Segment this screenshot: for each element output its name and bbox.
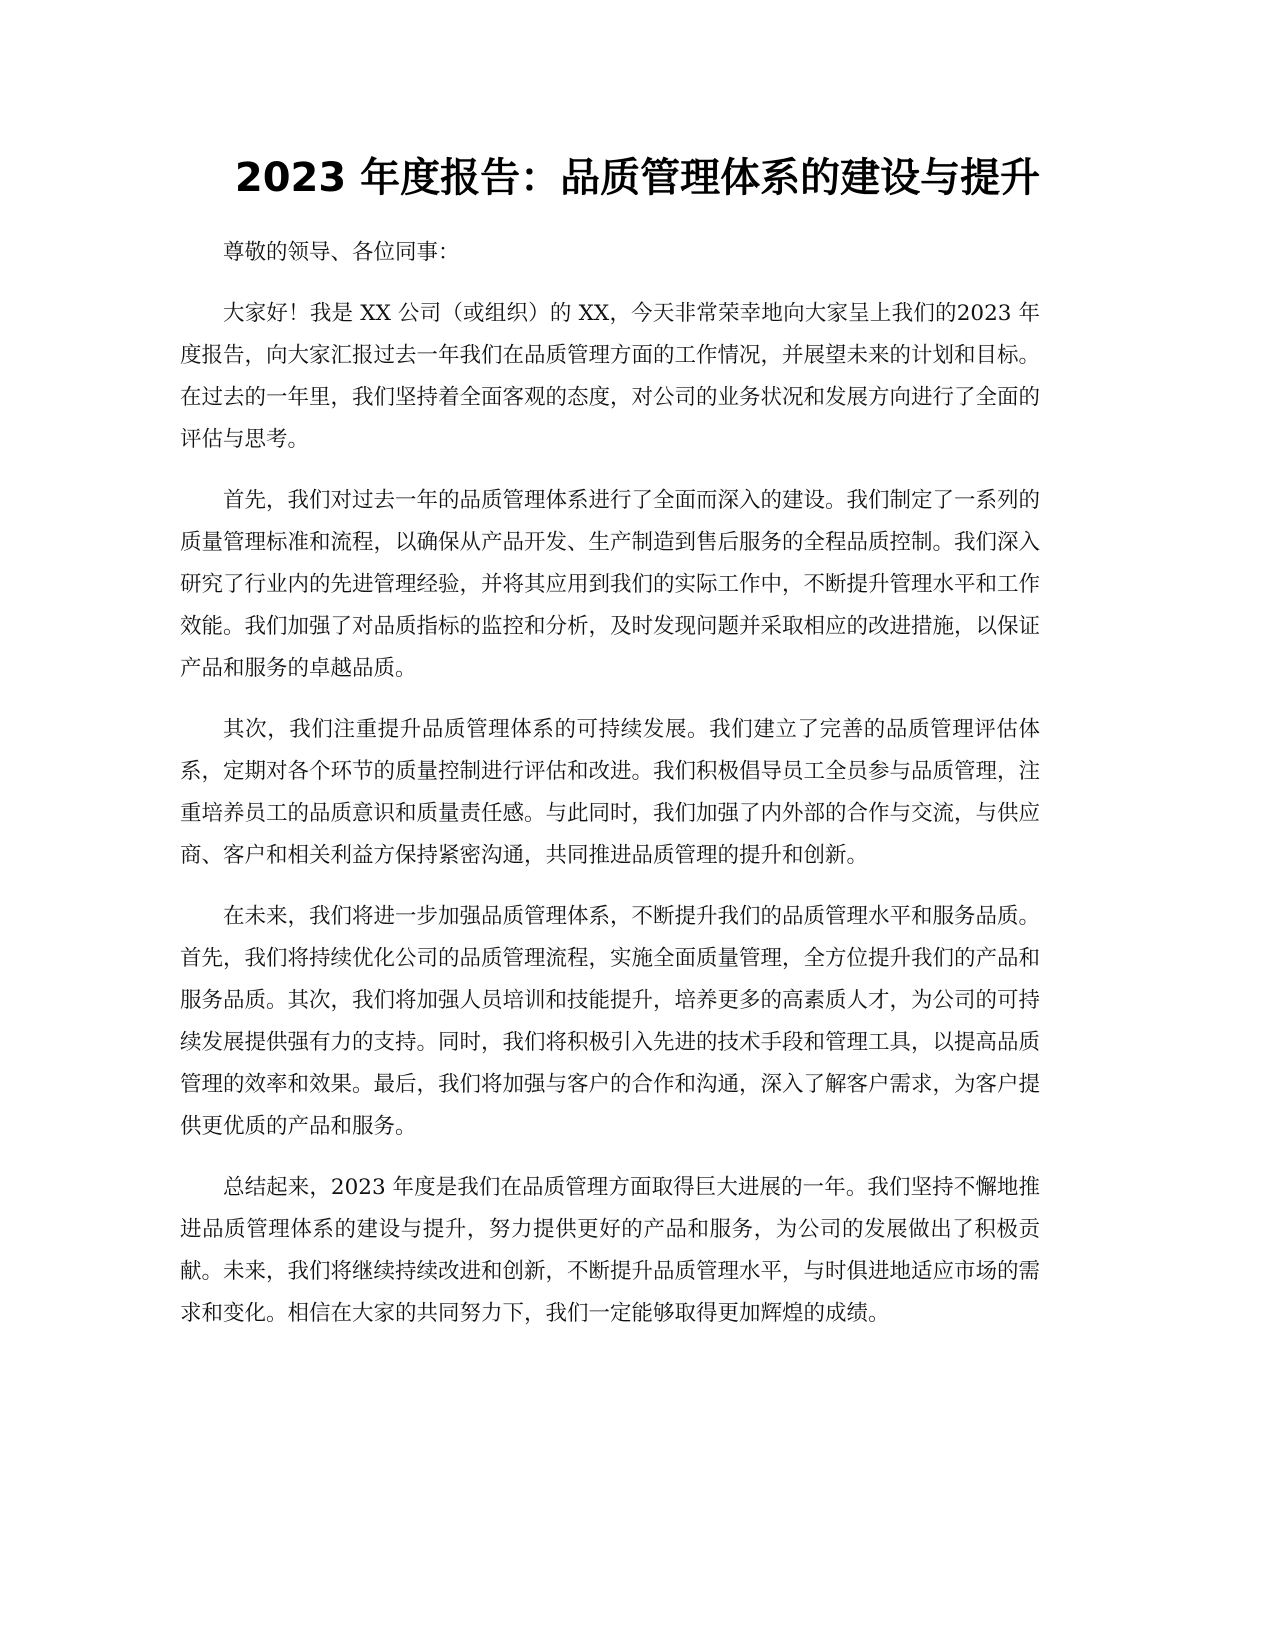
paragraph-intro: 大家好！我是 XX 公司（或组织）的 XX，今天非常荣幸地向大家呈上我们的2023 年度报告，向大家汇报过去一年我们在品质管理方面的工作情况，并展望未来的计划和目标。在过去的一年里，我们坚持着全面客观的态度，对公司的业务状况和发展方向进行了全面的评估与思考。: [180, 301, 1041, 452]
paragraph-summary: 总结起来，2023 年度是我们在品质管理方面取得巨大进展的一年。我们坚持不懈地推进品质管理体系的建设与提升，努力提供更好的产品和服务，为公司的发展做出了积极贡献。未来，我们将继续持续改进和创新，不断提升品质管理水平，与时俱进地适应市场的需求和变化。相信在大家的共同努力下，我们一定能够取得更加辉煌的成绩。: [180, 1175, 1041, 1326]
paragraph-future-plans: 在未来，我们将进一步加强品质管理体系，不断提升我们的品质管理水平和服务品质。首先，我们将持续优化公司的品质管理流程，实施全面质量管理，全方位提升我们的产品和服务品质。其次，我们将加强人员培训和技能提升，培养更多的高素质人才，为公司的可持续发展提供强有力的支持。同时，我们将积极引入先进的技术手段和管理工具，以提高品质管理的效率和效果。最后，我们将加强与客户的合作和沟通，深入了解客户需求，为客户提供更优质的产品和服务。: [180, 904, 1041, 1139]
salutation: 尊敬的领导、各位同事：: [223, 240, 460, 265]
page-title: 2023 年度报告：品质管理体系的建设与提升: [234, 155, 1041, 201]
paragraph-sustainable-development: 其次，我们注重提升品质管理体系的可持续发展。我们建立了完善的品质管理评估体系，定期对各个环节的质量控制进行评估和改进。我们积极倡导员工全员参与品质管理，注重培养员工的品质意识和质量责任感。与此同时，我们加强了内外部的合作与交流，与供应商、客户和相关利益方保持紧密沟通，共同推进品质管理的提升和创新。: [180, 717, 1041, 868]
document-body: [180, 232, 1040, 1354]
paragraph-system-building: 首先，我们对过去一年的品质管理体系进行了全面而深入的建设。我们制定了一系列的质量管理标准和流程，以确保从产品开发、生产制造到售后服务的全程品质控制。我们深入研究了行业内的先进管理经验，并将其应用到我们的实际工作中，不断提升管理水平和工作效能。我们加强了对品质指标的监控和分析，及时发现问题并采取相应的改进措施，以保证产品和服务的卓越品质。: [180, 488, 1041, 681]
